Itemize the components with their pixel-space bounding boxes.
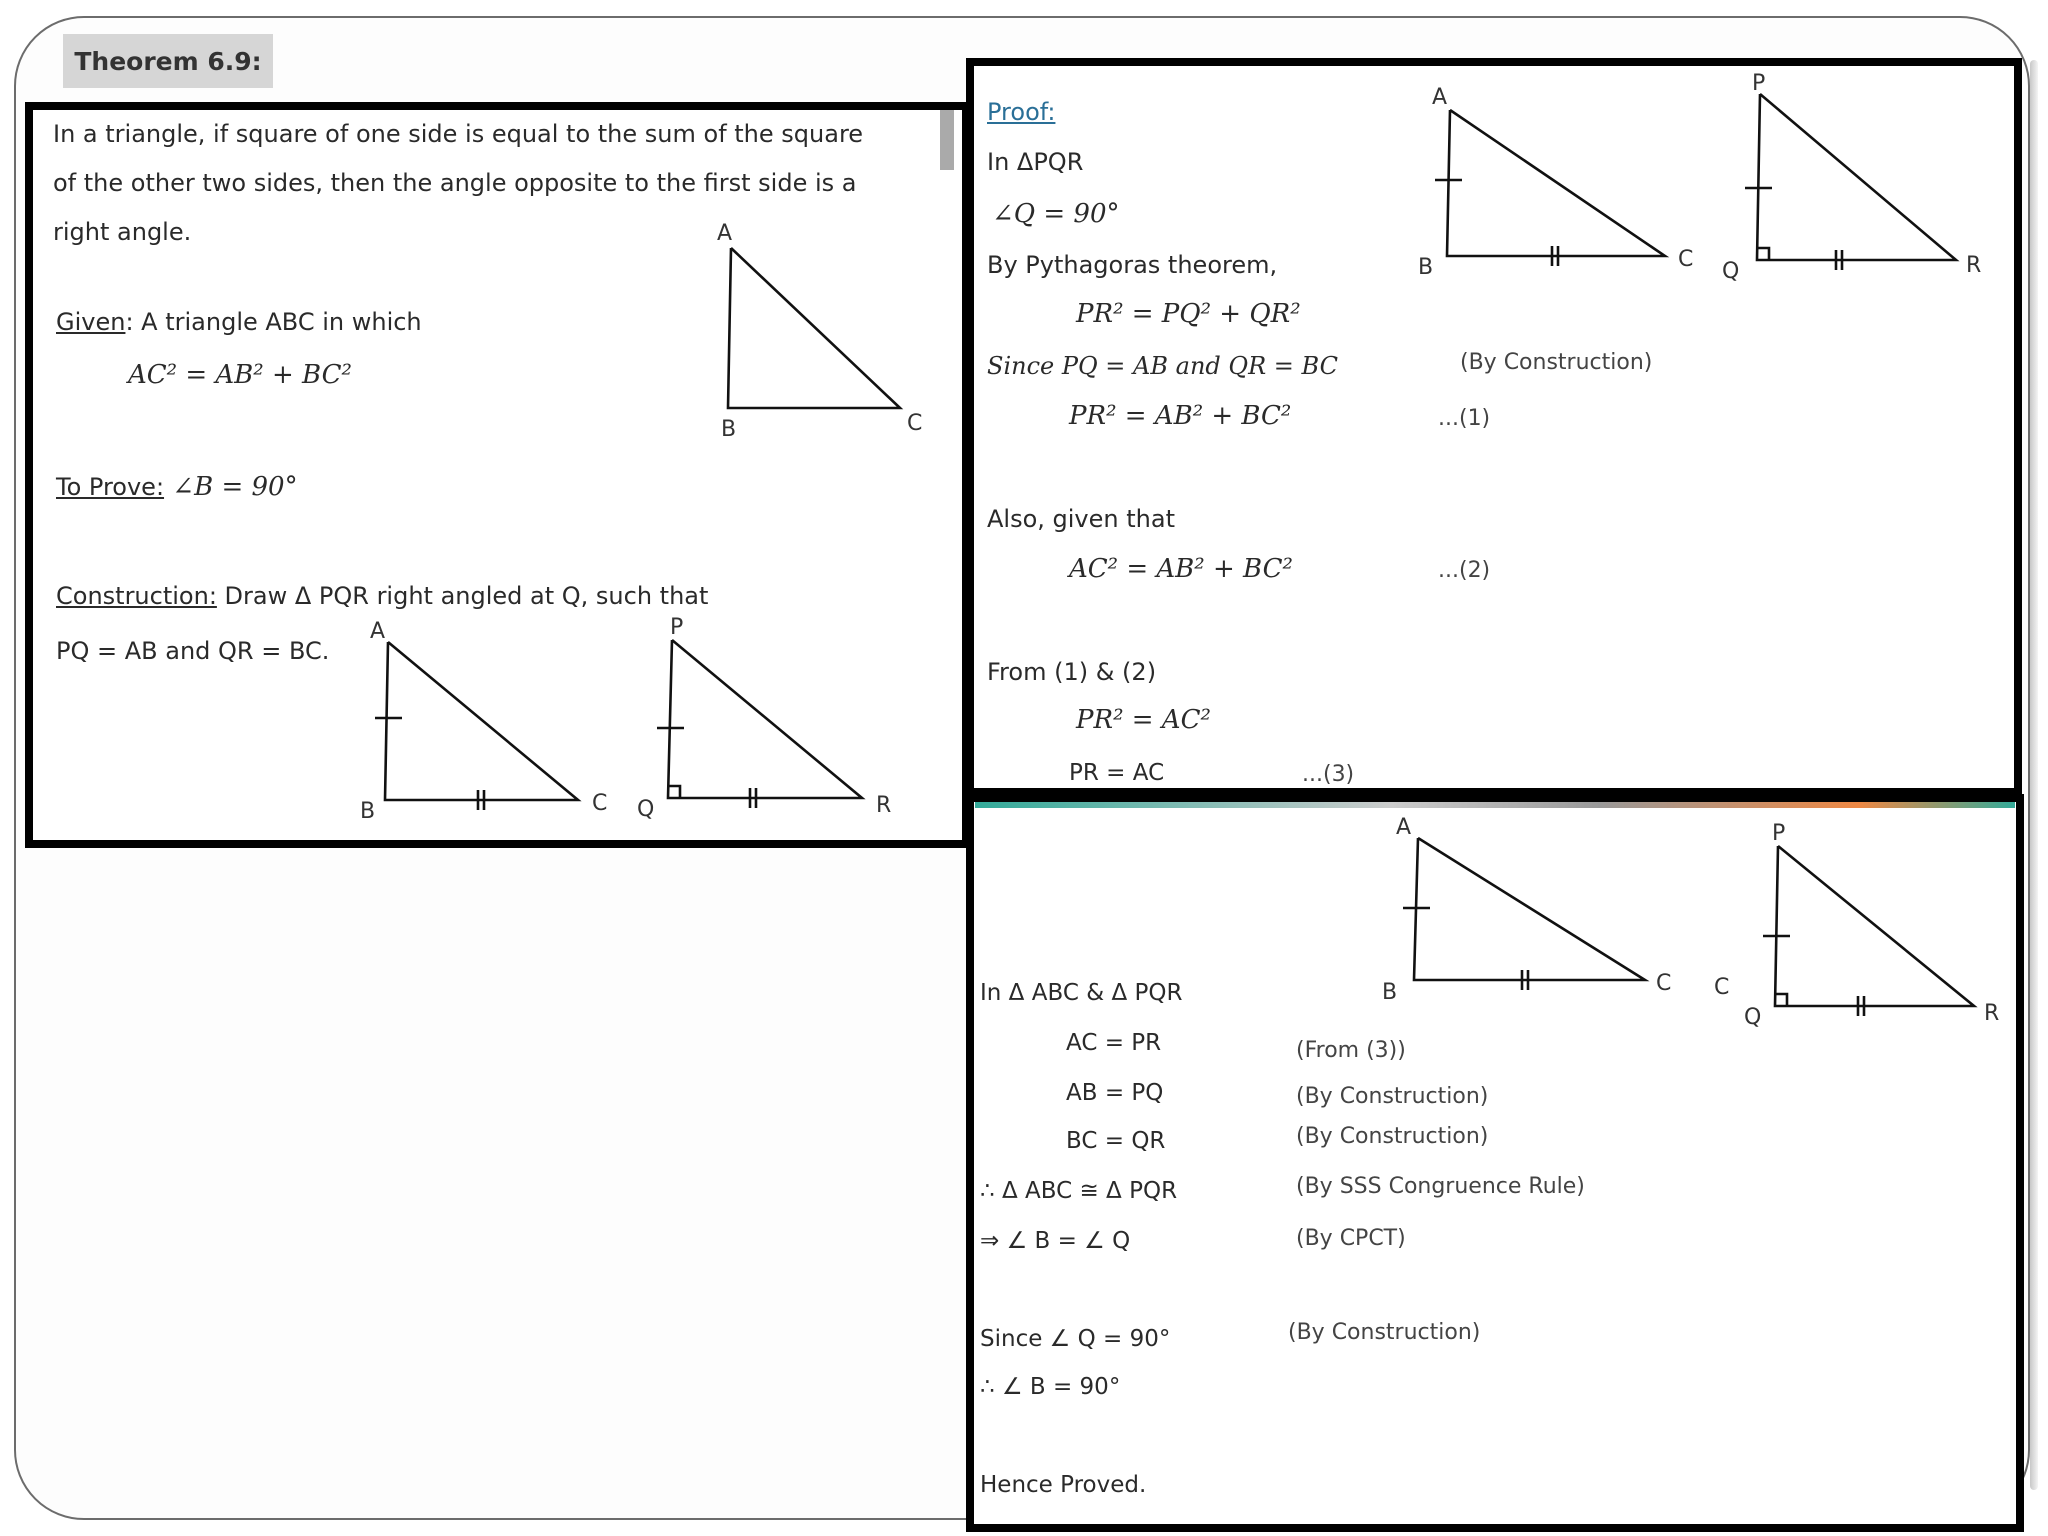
conclusion-reason-5: (By CPCT) [1296, 1226, 1406, 1251]
triangle-pqr-conclusion [1744, 821, 1999, 1030]
statement-line-2: of the other two sides, then the angle opposite to the first side is a [53, 169, 857, 197]
conclusion-stmt-2: AB = PQ [1066, 1080, 1164, 1106]
proof-eq1: PR² = AB² + BC² [1069, 401, 1292, 431]
vertex-q-label: Q [1722, 259, 1740, 284]
to-prove-label: To Prove: [56, 473, 165, 501]
vertex-r-label: R [1966, 253, 1982, 278]
proof-eq2-tag: ...(2) [1438, 558, 1491, 583]
stray-c-label: C [1714, 975, 1730, 1000]
vertex-q-label: Q [637, 797, 655, 822]
proof-eq2: AC² = AB² + BC² [1069, 554, 1293, 584]
vertex-a-label: A [1396, 815, 1412, 840]
conclusion-in-triangles: In Δ ABC & Δ PQR [980, 980, 1183, 1006]
conclusion-reason-1: (From (3)) [1296, 1038, 1406, 1063]
statement-line-3: right angle. [53, 218, 192, 246]
statement-line-1: In a triangle, if square of one side is equal to the sum of the square [53, 120, 864, 148]
vertex-b-label: B [360, 799, 376, 824]
conclusion-stmt-5: ⇒ ∠ B = ∠ Q [980, 1228, 1131, 1254]
conclusion-since-q-reason: (By Construction) [1288, 1320, 1481, 1345]
vertex-c-label: C [907, 411, 923, 436]
proof-eq1-tag: ...(1) [1438, 406, 1491, 431]
vertex-c-label: C [1656, 971, 1672, 996]
conclusion-reason-2: (By Construction) [1296, 1084, 1489, 1109]
vertex-b-label: B [1418, 255, 1434, 280]
vertex-p-label: P [1772, 821, 1786, 846]
conclusion-stmt-4: ∴ Δ ABC ≅ Δ PQR [980, 1178, 1178, 1204]
vertex-c-label: C [592, 791, 608, 816]
proof-heading: Proof: [987, 98, 1056, 126]
proof-eq-pr: PR² = PQ² + QR² [1076, 299, 1301, 329]
vertex-q-label: Q [1744, 1005, 1762, 1030]
proof-in-pqr: In ΔPQR [987, 148, 1084, 176]
vertex-b-label: B [721, 417, 737, 442]
proof-angle-q: ∠Q = 90° [992, 199, 1120, 229]
vertex-a-label: A [370, 619, 386, 644]
vertex-r-label: R [1984, 1001, 2000, 1026]
conclusion-stmt-1: AC = PR [1066, 1030, 1162, 1056]
proof-eq-pr-ac: PR² = AC² [1076, 705, 1211, 735]
conclusion-therefore-b: ∴ ∠ B = 90° [980, 1374, 1121, 1400]
vertex-r-label: R [876, 793, 892, 818]
to-prove-text: ∠B = 90° [164, 472, 298, 502]
proof-since: Since PQ = AB and QR = BC [987, 352, 1338, 380]
vertex-c-label: C [1678, 247, 1694, 272]
construction-text: Draw Δ PQR right angled at Q, such that [216, 582, 709, 610]
proof-eq3-tag: ...(3) [1302, 762, 1355, 787]
conclusion-reason-4: (By SSS Congruence Rule) [1296, 1174, 1585, 1199]
proof-also: Also, given that [987, 505, 1175, 533]
vertex-a-label: A [717, 221, 733, 246]
proof-since-reason: (By Construction) [1460, 350, 1653, 375]
given-text: : A triangle ABC in which [125, 308, 422, 336]
proof-from12: From (1) & (2) [987, 658, 1157, 686]
vertex-b-label: B [1382, 980, 1398, 1005]
proof-pr-ac: PR = AC [1069, 760, 1165, 786]
vertex-p-label: P [1752, 71, 1766, 96]
conclusion-since-q: Since ∠ Q = 90° [980, 1326, 1171, 1352]
conclusion-reason-3: (By Construction) [1296, 1124, 1489, 1149]
conclusion-stmt-3: BC = QR [1066, 1128, 1166, 1154]
conclusion-hence-proved: Hence Proved. [980, 1472, 1147, 1498]
theorem-title: Theorem 6.9: [63, 34, 273, 88]
vertex-a-label: A [1432, 85, 1448, 110]
proof-pythagoras: By Pythagoras theorem, [987, 251, 1278, 279]
given-equation: AC² = AB² + BC² [128, 360, 352, 390]
construction-line-2: PQ = AB and QR = BC. [56, 637, 330, 665]
given-label: Given [56, 308, 126, 336]
construction-label: Construction: [56, 582, 217, 610]
triangle-abc-conclusion [1382, 815, 1729, 1005]
vertex-p-label: P [670, 615, 684, 640]
